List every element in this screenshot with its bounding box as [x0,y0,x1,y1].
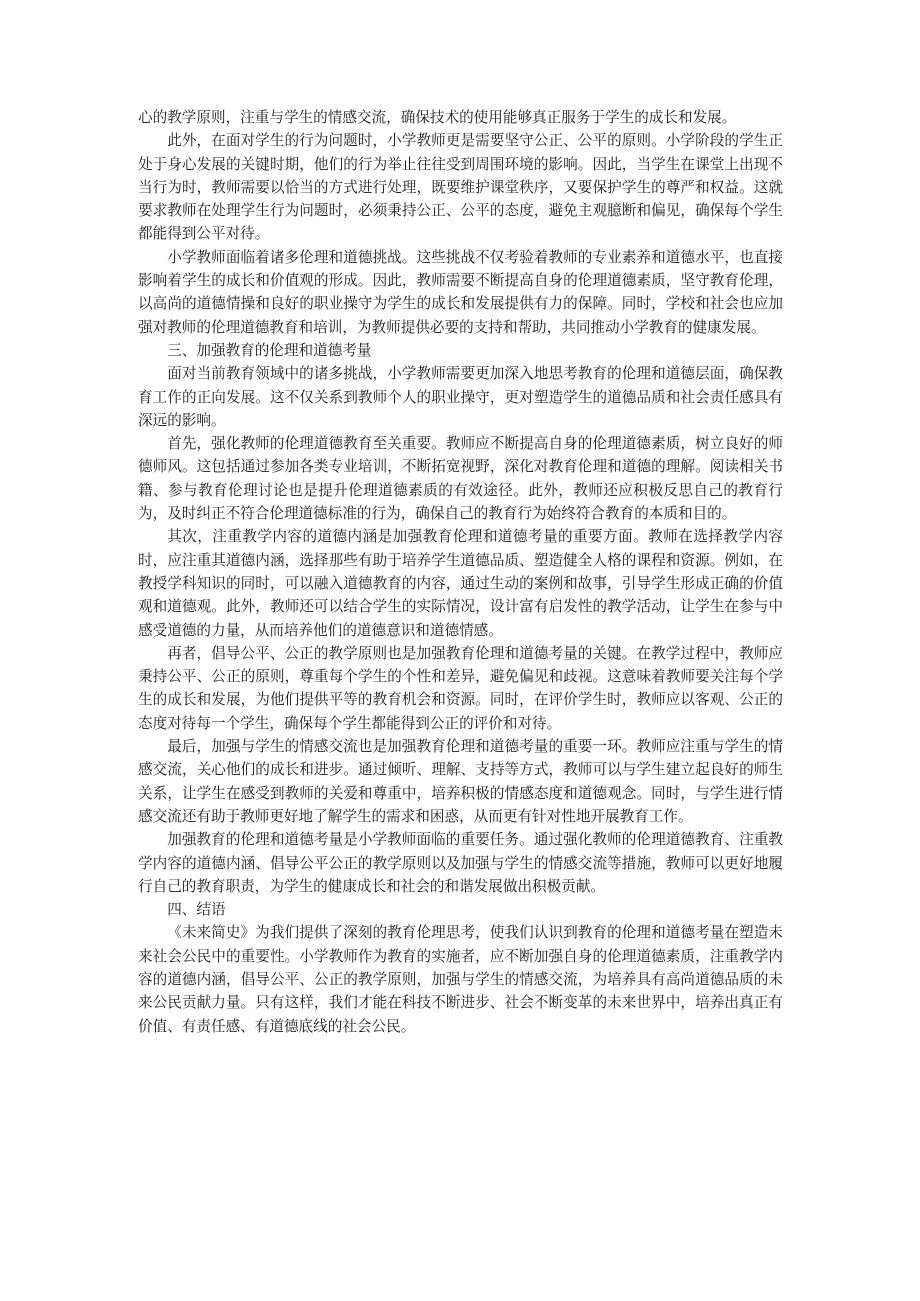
paragraph-section3-intro: 面对当前教育领域中的诸多挑战，小学教师需要更加深入地思考教育的伦理和道德层面，确保教育工作的正向发展。这不仅关系到教师个人的职业操守，更对塑造学生的道德品质和社会责任感具有深远的影响。 [138,365,783,429]
paragraph-third-point: 再者，倡导公平、公正的教学原则也是加强教育伦理和道德考量的关键。在教学过程中，教师应秉持公平、公正的原则，尊重每个学生的个性和差异，避免偏见和歧视。这意味着教师要关注每个学生的成长和发展，为他们提供平等的教育机会和资源。同时，在评价学生时，教师应以客观、公正的态度对待每一个学生，确保每个学生都能得到公正的评价和对待。 [138,644,783,732]
paragraph-section3-summary: 加强教育的伦理和道德考量是小学教师面临的重要任务。通过强化教师的伦理道德教育、注重教学内容的道德内涵、倡导公平公正的教学原则以及加强与学生的情感交流等措施，教师可以更好地履行自己的教育职责，为学生的健康成长和社会的和谐发展做出积极贡献。 [138,831,783,895]
paragraph-conclusion: 《未来简史》为我们提供了深刻的教育伦理思考，使我们认识到教育的伦理和道德考量在塑造未来社会公民中的重要性。小学教师作为教育的实施者，应不断加强自身的伦理道德素质，注重教学内容的道德内涵，倡导公平、公正的教学原则，加强与学生的情感交流，为培养具有高尚道德品质的未来公民贡献力量。只有这样，我们才能在科技不断进步、社会不断变革的未来世界中，培养出真正有价值、有责任感、有道德底线的社会公民。 [138,924,783,1035]
paragraph-first-point: 首先，强化教师的伦理道德教育至关重要。教师应不断提高自身的伦理道德素质，树立良好的师德师风。这包括通过参加各类专业培训，不断拓宽视野，深化对教育伦理和道德的理解。阅读相关书籍、参与教育伦理讨论也是提升伦理道德素质的有效途径。此外，教师还应积极反思自己的教育行为，及时纠正不符合伦理道德标准的行为，确保自己的教育行为始终符合教育的本质和目的。 [138,435,783,523]
section-heading-4: 四、结语 [167,901,226,919]
paragraph-behavior-issues: 此外，在面对学生的行为问题时，小学教师更是需要坚守公正、公平的原则。小学阶段的学生正处于身心发展的关键时期，他们的行为举止往往受到周围环境的影响。因此，当学生在课堂上出现不当行为时，教师需要以恰当的方式进行处理，既要维护课堂秩序，又要保护学生的尊严和权益。这就要求教师在处理学生行为问题时，必须秉持公正、公平的态度，避免主观臆断和偏见，确保每个学生都能得到公平对待。 [138,132,783,243]
paragraph-second-point: 其次，注重教学内容的道德内涵是加强教育伦理和道德考量的重要方面。教师在选择教学内容时，应注重其道德内涵，选择那些有助于培养学生道德品质、塑造健全人格的课程和资源。例如，在教授学科知识的同时，可以融入道德教育的内容，通过生动的案例和故事，引导学生形成正确的价值观和道德观。此外，教师还可以结合学生的实际情况，设计富有启发性的教学活动，让学生在参与中感受道德的力量，从而培养他们的道德意识和道德情感。 [138,528,783,639]
document-page [138,106,783,1038]
paragraph-ethical-challenges: 小学教师面临着诸多伦理和道德挑战。这些挑战不仅考验着教师的专业素养和道德水平，也直接影响着学生的成长和价值观的形成。因此，教师需要不断提高自身的伦理道德素质，坚守教育伦理，以高尚的道德情操和良好的职业操守为学生的成长和发展提供有力的保障。同时，学校和社会也应加强对教师的伦理道德教育和培训，为教师提供必要的支持和帮助，共同推动小学教育的健康发展。 [138,248,783,336]
paragraph-continuation: 心的教学原则，注重与学生的情感交流，确保技术的使用能够真正服务于学生的成长和发展。 [138,109,737,126]
paragraph-fourth-point: 最后，加强与学生的情感交流也是加强教育伦理和道德考量的重要一环。教师应注重与学生的情感交流，关心他们的成长和进步。通过倾听、理解、支持等方式，教师可以与学生建立起良好的师生关系，让学生在感受到教师的关爱和尊重中，培养积极的情感态度和道德观念。同时，与学生进行情感交流还有助于教师更好地了解学生的需求和困惑，从而更有针对性地开展教育工作。 [138,738,783,825]
section-heading-3: 三、加强教育的伦理和道德考量 [167,341,372,359]
